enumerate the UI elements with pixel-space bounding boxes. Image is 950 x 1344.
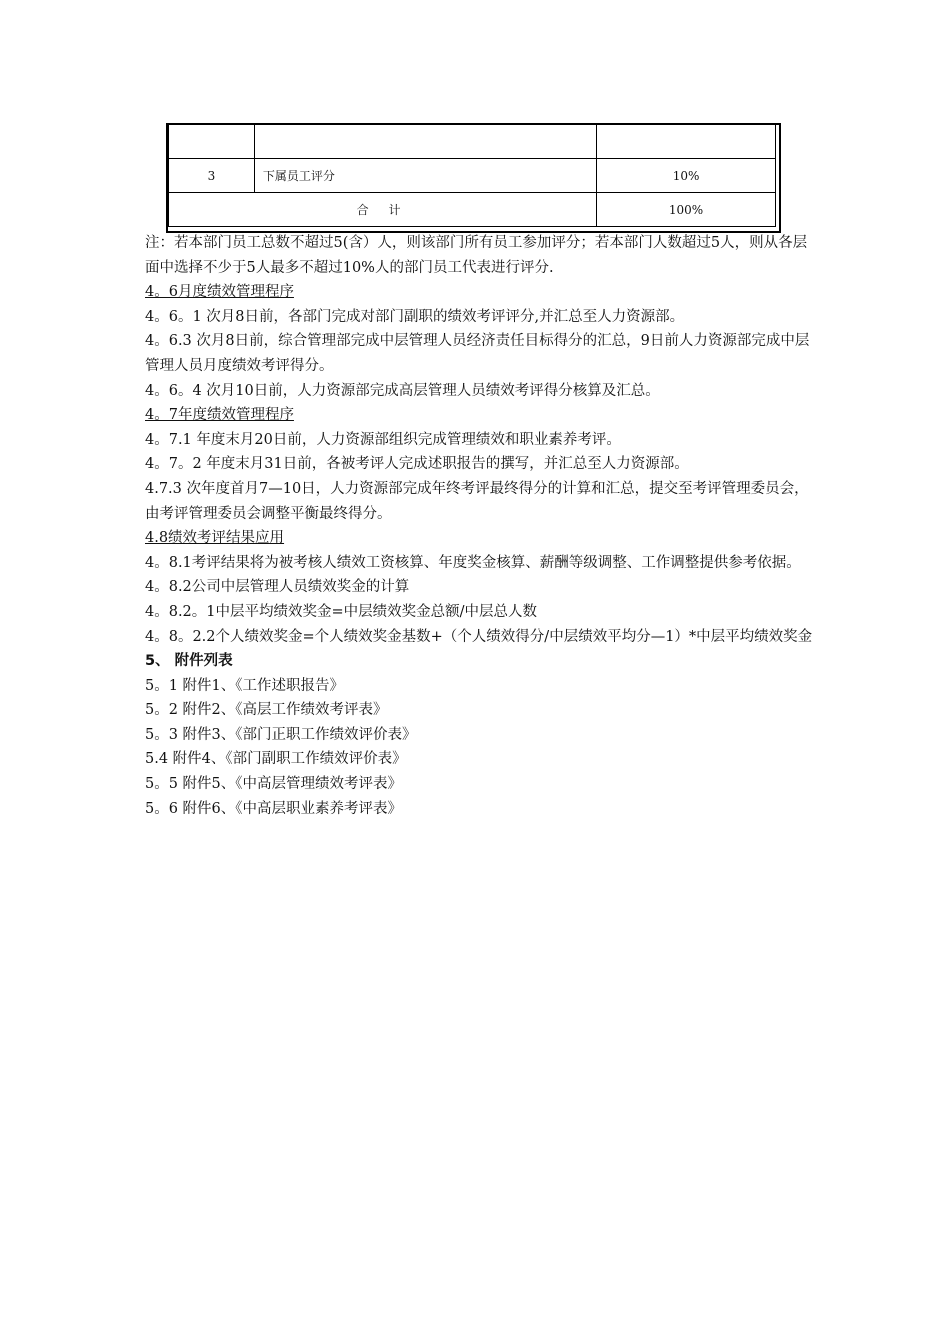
paragraph: 4。6。4 次月10日前，人力资源部完成高层管理人员绩效考评得分核算及汇总。 — [145, 382, 660, 399]
row-item-cell: 下属员工评分 — [254, 159, 596, 193]
paragraph: 注：若本部门员工总数不超过5(含）人，则该部门所有员工参加评分；若本部门人数超过5人，则从各层面中选择不少于5人最多不超过10%人的部门员工代表进行评分. — [145, 235, 808, 276]
section-heading: 4.8绩效考评结果应用 — [145, 530, 285, 547]
row-item-cell — [254, 125, 596, 159]
paragraph: 4。8.2。1中层平均绩效奖金=中层绩效奖金总额/中层总人数 — [145, 603, 538, 620]
total-weight-cell: 100% — [597, 193, 776, 227]
chapter-heading: 5、 附件列表 — [145, 653, 233, 670]
row-number-cell: 3 — [169, 159, 255, 193]
paragraph: 4。6。1 次月8日前，各部门完成对部门副职的绩效考评评分,并汇总至人力资源部。 — [145, 308, 685, 325]
total-label-cell: 合 计 — [169, 193, 597, 227]
paragraph: 5。6 附件6、《中高层职业素养考评表》 — [145, 800, 403, 817]
paragraph: 4。6.3 次月8日前，综合管理部完成中层管理人员经济责任目标得分的汇总，9日前人力资源部完成中层管理人员月度绩效考评得分。 — [145, 333, 810, 374]
paragraph: 5。2 附件2、《高层工作绩效考评表》 — [145, 702, 388, 719]
row-number-cell — [169, 125, 255, 159]
section-heading: 4。6月度绩效管理程序 — [145, 284, 294, 301]
row-weight-cell: 10% — [597, 159, 776, 193]
paragraph: 5。3 附件3、《部门正职工作绩效评价表》 — [145, 726, 417, 743]
section-heading: 4。7年度绩效管理程序 — [145, 407, 294, 424]
table-total-row — [169, 193, 776, 227]
paragraph: 4。8.1考评结果将为被考核人绩效工资核算、年度奖金核算、薪酬等级调整、工作调整提供参考依据。 — [145, 554, 801, 571]
paragraph: 5。1 附件1、《工作述职报告》 — [145, 677, 345, 694]
paragraph: 5。5 附件5、《中高层管理绩效考评表》 — [145, 776, 403, 793]
row-weight-cell — [597, 125, 776, 159]
paragraph: 4。7。2 年度末月31日前，各被考评人完成述职报告的撰写，并汇总至人力资源部。 — [145, 456, 689, 473]
weight-table — [168, 124, 776, 227]
paragraph: 4。8.2公司中层管理人员绩效奖金的计算 — [145, 579, 410, 596]
paragraph: 4。8。2.2个人绩效奖金=个人绩效奖金基数+（个人绩效得分/中层绩效平均分—1）*中层平均绩效奖金 — [145, 628, 813, 645]
body-text — [145, 231, 815, 821]
table-row — [169, 159, 776, 193]
paragraph: 4.7.3 次年度首月7—10日，人力资源部完成年终考评最终得分的计算和汇总，提交至考评管理委员会，由考评管理委员会调整平衡最终得分。 — [145, 480, 809, 522]
paragraph: 4。7.1 年度末月20日前，人力资源部组织完成管理绩效和职业素养考评。 — [145, 431, 621, 448]
table-row — [169, 125, 776, 159]
paragraph: 5.4 附件4、《部门副职工作绩效评价表》 — [145, 751, 407, 768]
